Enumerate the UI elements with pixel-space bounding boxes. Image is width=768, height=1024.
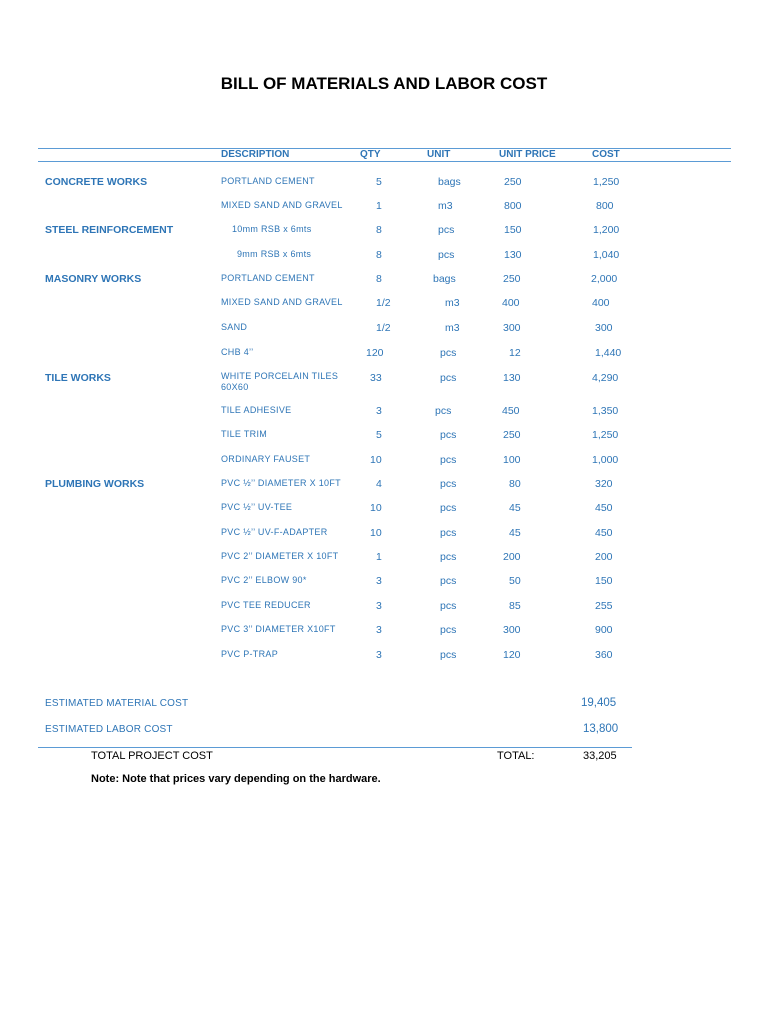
header-unit-price: UNIT PRICE [499, 149, 556, 160]
row-unit-price: 250 [503, 273, 521, 285]
row-description: PVC TEE REDUCER [221, 600, 311, 610]
row-unit-price: 250 [504, 176, 522, 188]
row-description: TILE ADHESIVE [221, 405, 292, 415]
row-unit-price: 200 [503, 551, 521, 563]
row-description: PVC 3’’ DIAMETER X10FT [221, 624, 336, 634]
estimated-labor-cost-label: ESTIMATED LABOR COST [45, 724, 173, 735]
row-unit-price: 400 [502, 297, 520, 309]
row-qty: 5 [376, 429, 382, 441]
row-cost: 1,000 [592, 454, 619, 466]
header-unit: UNIT [427, 149, 451, 160]
row-unit: pcs [438, 249, 455, 261]
row-unit: pcs [440, 649, 457, 661]
total-project-cost-label: TOTAL PROJECT COST [91, 750, 213, 762]
row-qty: 8 [376, 224, 382, 236]
row-unit: m3 [445, 322, 460, 334]
row-description-continued: 60X60 [221, 382, 249, 392]
row-qty: 10 [370, 502, 382, 514]
row-cost: 1,200 [593, 224, 620, 236]
category-tile-works: TILE WORKS [45, 372, 111, 384]
row-cost: 450 [595, 527, 613, 539]
row-description: PVC 2’’ DIAMETER X 10FT [221, 551, 339, 561]
row-cost: 300 [595, 322, 613, 334]
row-unit-price: 45 [509, 527, 521, 539]
header-bottom-rule [38, 161, 731, 162]
header-top-rule [38, 148, 731, 149]
row-qty: 4 [376, 478, 382, 490]
row-cost: 900 [595, 624, 613, 636]
row-qty: 120 [366, 347, 384, 359]
page-title: BILL OF MATERIALS AND LABOR COST [220, 74, 548, 93]
estimated-material-cost-value: 19,405 [581, 697, 617, 709]
row-unit: pcs [440, 429, 457, 441]
row-description: 10mm RSB x 6mts [232, 224, 312, 234]
row-description: PVC ½’’ UV-F-ADAPTER [221, 527, 328, 537]
row-cost: 1,350 [592, 405, 619, 417]
row-qty: 1 [376, 200, 382, 212]
category-plumbing-works: PLUMBING WORKS [45, 478, 145, 490]
row-cost: 4,290 [592, 372, 619, 384]
row-cost: 400 [592, 297, 610, 309]
category-steel-reinforcement: STEEL REINFORCEMENT [45, 224, 174, 236]
row-description: PVC ½’’ DIAMETER X 10FT [221, 478, 341, 488]
row-qty: 8 [376, 273, 382, 285]
price-note: Note: Note that prices vary depending on the hardware. [91, 773, 381, 785]
row-unit-price: 85 [509, 600, 521, 612]
row-cost: 200 [595, 551, 613, 563]
row-unit-price: 300 [503, 322, 521, 334]
row-unit-price: 130 [503, 372, 521, 384]
row-description: PVC 2’’ ELBOW 90* [221, 575, 307, 585]
row-unit: pcs [440, 478, 457, 490]
row-unit: m3 [438, 200, 453, 212]
row-qty: 3 [376, 649, 382, 661]
row-unit: pcs [440, 502, 457, 514]
row-qty: 3 [376, 624, 382, 636]
row-unit: bags [433, 273, 456, 285]
row-cost: 150 [595, 575, 613, 587]
row-unit: pcs [440, 551, 457, 563]
row-description: MIXED SAND AND GRAVEL [221, 297, 343, 307]
row-unit: pcs [440, 454, 457, 466]
row-qty: 8 [376, 249, 382, 261]
row-cost: 255 [595, 600, 613, 612]
row-cost: 450 [595, 502, 613, 514]
row-cost: 1,040 [593, 249, 620, 261]
row-unit: pcs [438, 224, 455, 236]
row-description: TILE TRIM [221, 429, 268, 439]
row-qty: 1/2 [376, 297, 391, 309]
row-description: MIXED SAND AND GRAVEL [221, 200, 343, 210]
total-word-label: TOTAL: [497, 750, 535, 762]
row-description: PORTLAND CEMENT [221, 273, 315, 283]
row-unit: pcs [440, 527, 457, 539]
row-unit-price: 80 [509, 478, 521, 490]
row-cost: 320 [595, 478, 613, 490]
estimated-material-cost-label: ESTIMATED MATERIAL COST [45, 698, 189, 709]
row-qty: 5 [376, 176, 382, 188]
row-unit-price: 450 [502, 405, 520, 417]
row-cost: 2,000 [591, 273, 618, 285]
row-unit: pcs [440, 347, 457, 359]
header-cost: COST [592, 149, 620, 160]
row-unit-price: 130 [504, 249, 522, 261]
category-concrete-works: CONCRETE WORKS [45, 176, 148, 188]
row-qty: 1/2 [376, 322, 391, 334]
category-masonry-works: MASONRY WORKS [45, 273, 142, 285]
row-unit-price: 300 [503, 624, 521, 636]
row-qty: 1 [376, 551, 382, 563]
row-qty: 3 [376, 600, 382, 612]
row-unit: pcs [440, 624, 457, 636]
row-unit-price: 45 [509, 502, 521, 514]
total-rule [38, 747, 632, 748]
row-cost: 1,250 [592, 429, 619, 441]
row-unit-price: 100 [503, 454, 521, 466]
row-description: 9mm RSB x 6mts [237, 249, 312, 259]
row-description: SAND [221, 322, 248, 332]
row-description: PVC ½’’ UV-TEE [221, 502, 293, 512]
row-unit: pcs [435, 405, 452, 417]
row-cost: 1,250 [593, 176, 620, 188]
row-unit: pcs [440, 600, 457, 612]
row-description: WHITE PORCELAIN TILES [221, 371, 339, 381]
row-qty: 10 [370, 527, 382, 539]
row-description: PORTLAND CEMENT [221, 176, 315, 186]
header-qty: QTY [360, 149, 381, 160]
estimated-labor-cost-value: 13,800 [583, 723, 619, 735]
row-unit-price: 250 [503, 429, 521, 441]
row-unit-price: 50 [509, 575, 521, 587]
row-unit: bags [438, 176, 461, 188]
row-qty: 3 [376, 405, 382, 417]
row-unit: m3 [445, 297, 460, 309]
row-unit-price: 12 [509, 347, 521, 359]
row-cost: 800 [596, 200, 614, 212]
row-description: PVC P-TRAP [221, 649, 279, 659]
total-project-cost-value: 33,205 [583, 750, 617, 762]
row-unit-price: 120 [503, 649, 521, 661]
header-description: DESCRIPTION [221, 149, 290, 160]
row-unit: pcs [440, 575, 457, 587]
row-unit-price: 800 [504, 200, 522, 212]
row-unit: pcs [440, 372, 457, 384]
row-description: CHB 4’’ [221, 347, 254, 357]
row-unit-price: 150 [504, 224, 522, 236]
row-cost: 360 [595, 649, 613, 661]
row-qty: 33 [370, 372, 382, 384]
row-qty: 10 [370, 454, 382, 466]
row-qty: 3 [376, 575, 382, 587]
row-description: ORDINARY FAUSET [221, 454, 311, 464]
row-cost: 1,440 [595, 347, 622, 359]
